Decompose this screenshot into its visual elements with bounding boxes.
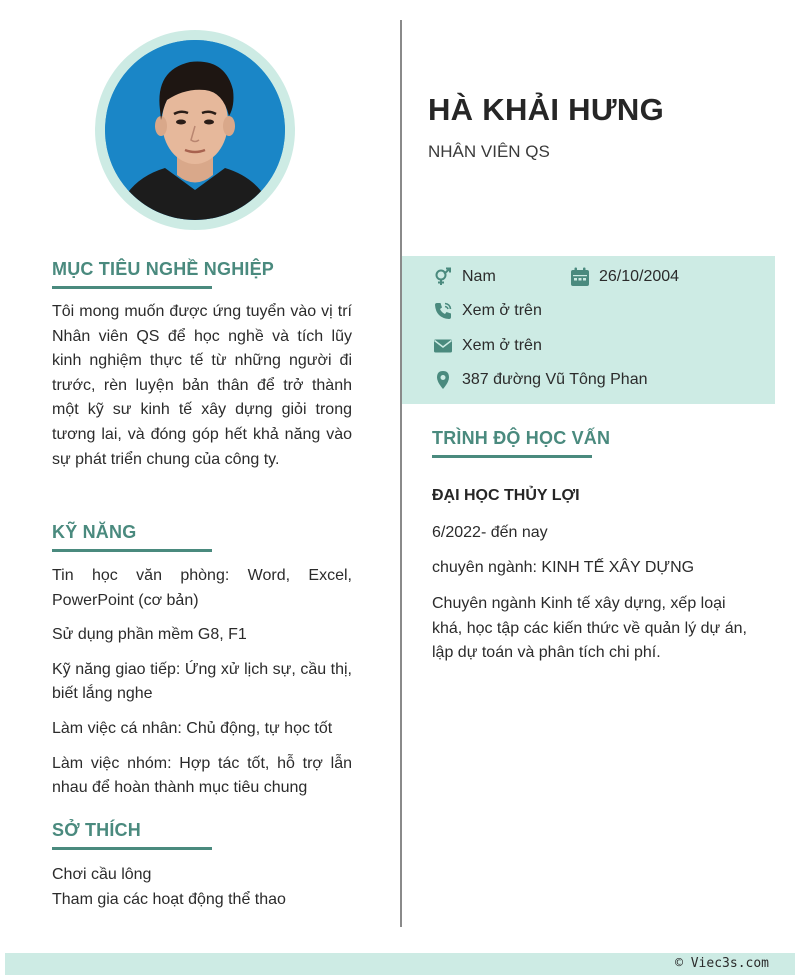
- avatar-frame: [95, 30, 295, 230]
- education-title: TRÌNH ĐỘ HỌC VẤN: [432, 428, 611, 448]
- birthday-row: [569, 266, 679, 288]
- skill-item: Làm việc nhóm: Hợp tác tốt, hỗ trợ lẫn nhau để hoàn thành mục tiêu chung: [52, 754, 352, 797]
- education-section-header: [432, 428, 612, 458]
- education-time: 6/2022- đến nay: [432, 524, 548, 541]
- candidate-name: HÀ KHẢI HƯNG: [428, 92, 664, 127]
- phone-icon: [432, 300, 454, 322]
- skills-underline: [52, 549, 212, 552]
- hobbies-underline: [52, 847, 212, 850]
- skill-item: Kỹ năng giao tiếp: Ứng xử lịch sự, cầu thị, biết lắng nghe: [52, 660, 352, 703]
- objective-title: MỤC TIÊU NGHỀ NGHIỆP: [52, 259, 275, 279]
- education-description: Chuyên ngành Kinh tế xây dựng, xếp loại khá, học tập các kiến thức về quản lý dự án, lập dự toán và phân tích chi phí.: [432, 595, 747, 662]
- skill-item: Tin học văn phòng: Word, Excel, PowerPoint (cơ bản): [52, 567, 352, 609]
- hobbies-list: [52, 862, 352, 912]
- candidate-position: NHÂN VIÊN QS: [428, 142, 550, 161]
- skills-title: KỸ NĂNG: [52, 522, 137, 542]
- phone-row: [432, 300, 542, 322]
- education-major: chuyên ngành: KINH TẾ XÂY DỰNG: [432, 559, 695, 576]
- footer-bar: [5, 953, 795, 975]
- skills-list: [52, 564, 352, 811]
- hobby-item: Tham gia các hoạt động thể thao: [52, 891, 286, 908]
- column-divider: [400, 20, 402, 927]
- email-value: Xem ở trên: [462, 337, 542, 354]
- avatar: [105, 40, 285, 220]
- calendar-icon: [569, 266, 591, 288]
- skill-item: Làm việc cá nhân: Chủ động, tự học tốt: [52, 719, 333, 737]
- contact-info-box: [402, 256, 775, 404]
- education-underline: [432, 455, 592, 458]
- hobbies-title: SỞ THÍCH: [52, 820, 141, 840]
- email-icon: [432, 335, 454, 357]
- location-icon: [432, 369, 454, 391]
- skill-item: Sử dụng phần mềm G8, F1: [52, 626, 247, 644]
- education-school: ĐẠI HỌC THỦY LỢI: [432, 487, 580, 504]
- objective-section-header: [52, 259, 352, 289]
- skills-section-header: [52, 522, 352, 552]
- phone-value: Xem ở trên: [462, 302, 542, 319]
- email-row: [432, 335, 542, 357]
- gender-icon: [432, 266, 454, 288]
- gender-row: [432, 266, 496, 288]
- objective-underline: [52, 286, 212, 289]
- address-row: [432, 369, 648, 391]
- objective-text: Tôi mong muốn được ứng tuyển vào vị trí Nhân viên QS để học nghề và tích lũy kinh nghiệm thực tế từ những người đi trước, rèn luyện bản thân để trở thành một kỹ sư kinh tế xây dựng giỏi trong tương lai, và đóng góp hết khả năng vào sự phát triển chung của công ty.: [52, 303, 352, 468]
- footer-watermark: © Viec3s.com: [675, 956, 769, 971]
- hobbies-section-header: [52, 820, 352, 850]
- birthday-value: 26/10/2004: [599, 268, 680, 285]
- gender-value: Nam: [462, 268, 496, 285]
- address-value: 387 đường Vũ Tông Phan: [462, 371, 648, 388]
- hobby-item: Chơi cầu lông: [52, 866, 152, 883]
